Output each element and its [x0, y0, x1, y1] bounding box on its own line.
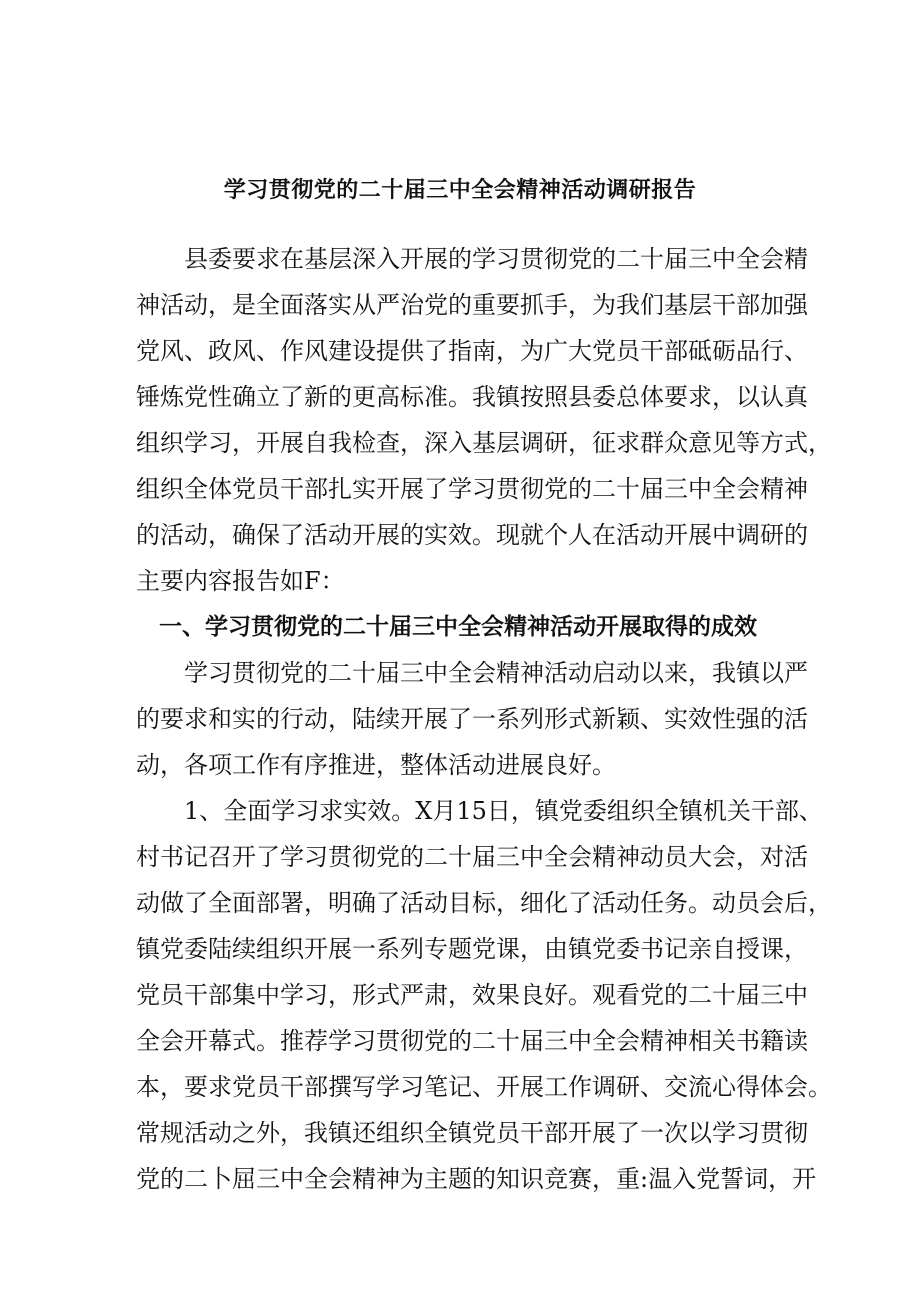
- body-line: 主要内容报告如F：: [136, 567, 345, 595]
- body-line: 的活动，确保了活动开展的实效。现就个人在活动开展中调研的: [136, 521, 808, 549]
- body-line: 党的二卜屈三中全会精神为主题的知识竞赛，重:温入党誓词，开: [136, 1165, 817, 1193]
- body-line: 本，要求党员干部撰写学习笔记、开展工作调研、交流心得体会。: [136, 1073, 832, 1101]
- body-line: 的要求和实的行动，陆续开展了一系列形式新颖、实效性强的活: [136, 705, 808, 733]
- body-line: 常规活动之外，我镇还组织全镇党员干部开展了一次以学习贯彻: [136, 1119, 808, 1147]
- document-title: 学习贯彻党的二十届三中全会精神活动调研报告: [223, 177, 697, 203]
- body-line: 组织学习，开展自我检查，深入基层调研，征求群众意见等方式，: [136, 429, 832, 457]
- body-line: 神活动，是全面落实从严治党的重要抓手，为我们基层干部加强: [136, 291, 808, 319]
- body-line: 党风、政风、作风建设提供了指南，为广大党员干部砥砺品行、: [136, 337, 808, 365]
- body-line: 动，各项工作有序推进，整体活动进展良好。: [136, 751, 616, 779]
- body-line: 党员干部集中学习，形式严肃，效果良好。观看党的二十届三中: [136, 981, 808, 1009]
- section-heading: 一、学习贯彻党的二十届三中全会精神活动开展取得的成效: [136, 614, 757, 640]
- body-line: 县委要求在基层深入开展的学习贯彻党的二十届三中全会精: [136, 245, 808, 273]
- body-line: 锤炼党性确立了新的更高标准。我镇按照县委总体要求，以认真: [136, 383, 808, 411]
- body-line: 全会开幕式。推荐学习贯彻党的二十届三中全会精神相关书籍读: [136, 1027, 808, 1055]
- body-line: 动做了全面部署，明确了活动目标，细化了活动任务。动员会后，: [136, 889, 832, 917]
- body-line: 村书记召开了学习贯彻党的二十届三中全会精神动员大会，对活: [136, 843, 808, 871]
- body-line: 组织全体党员干部扎实开展了学习贯彻党的二十届三中全会精神: [136, 475, 808, 503]
- document-body: [136, 236, 832, 1202]
- body-line: 1、全面学习求实效。X月15日，镇党委组织全镇机关干部、: [136, 797, 823, 825]
- body-line: 学习贯彻党的二十届三中全会精神活动启动以来，我镇以严: [136, 659, 808, 687]
- body-line: 镇党委陆续组织开展一系列专题党课，由镇党委书记亲自授课，: [136, 935, 808, 963]
